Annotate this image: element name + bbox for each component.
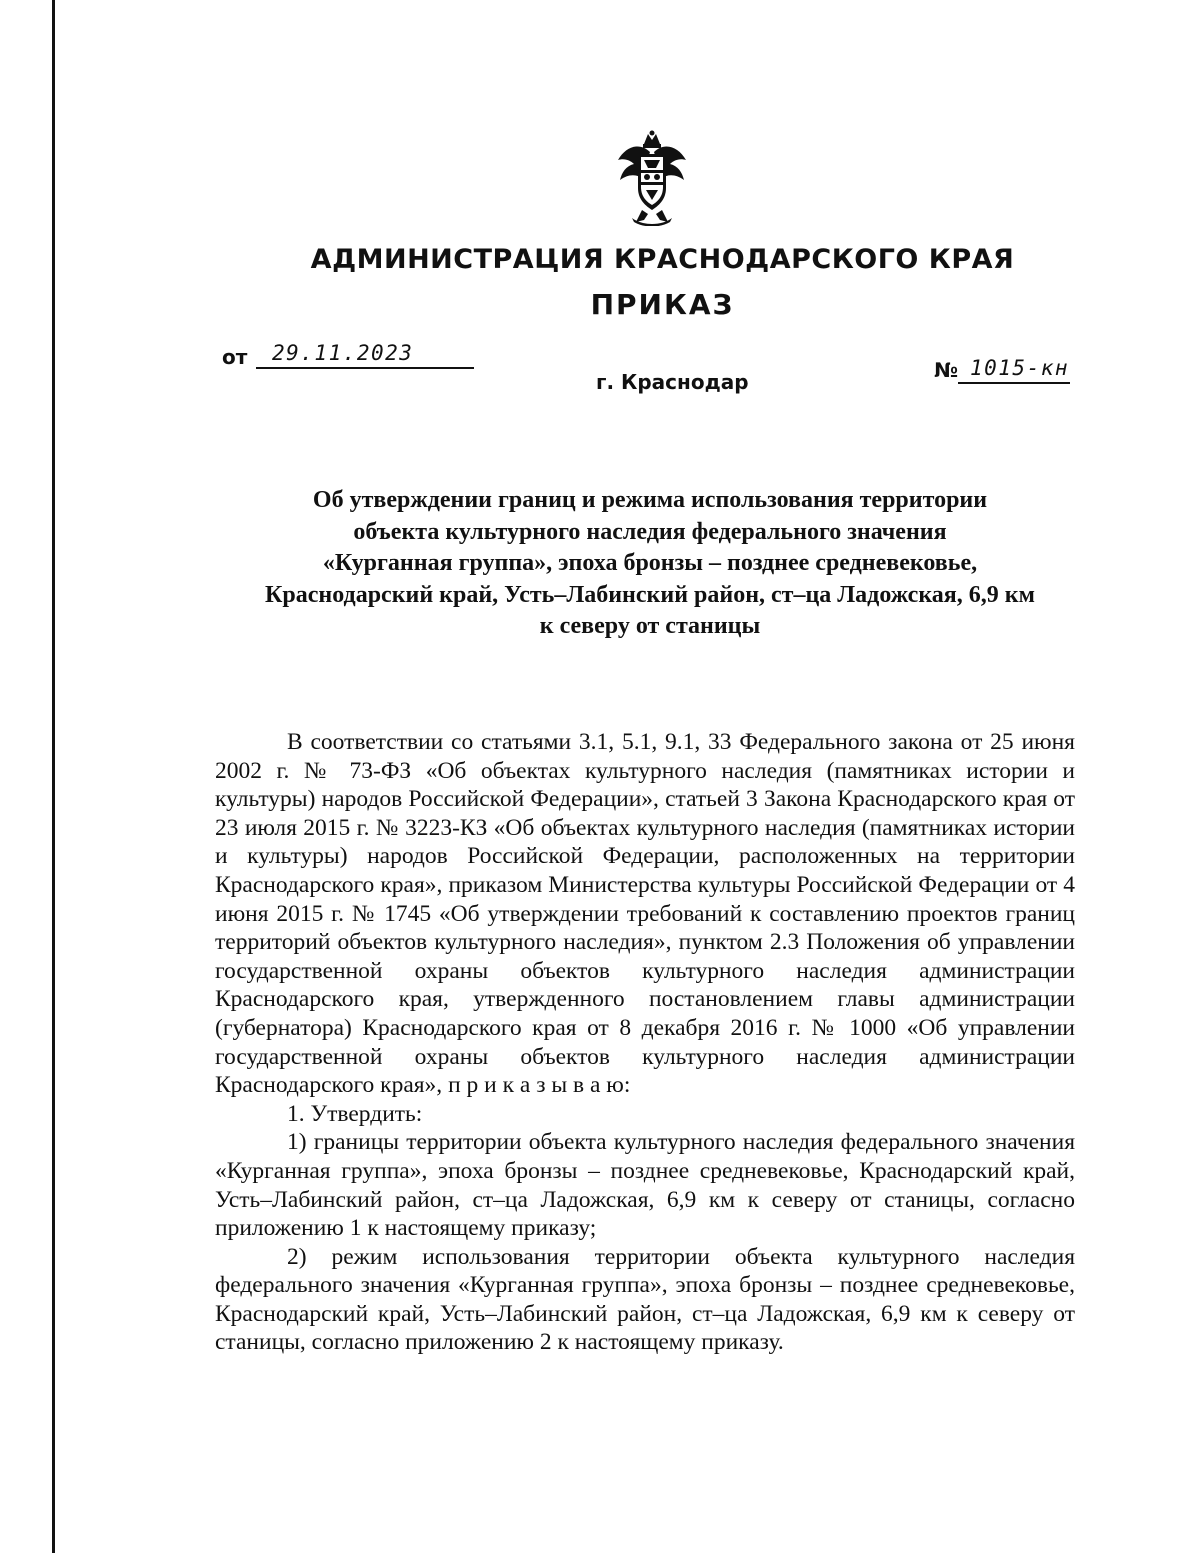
subject-line: Краснодарский край, Усть–Лабинский район, ст–ца Ладожская, 6,9 км — [265, 581, 1035, 608]
document-body — [215, 728, 1075, 1357]
number-field — [958, 348, 1070, 384]
agency-title: АДМИНИСТРАЦИЯ КРАСНОДАРСКОГО КРАЯ — [310, 244, 1015, 275]
subject-line: «Курганная группа», эпоха бронзы – позднее средневековье, — [322, 550, 978, 576]
document-type: ПРИКАЗ — [590, 288, 735, 321]
coat-of-arms-icon — [614, 130, 690, 226]
date-field — [256, 333, 474, 369]
preamble-paragraph — [215, 728, 1075, 1100]
date-prefix: от — [222, 345, 248, 369]
preamble-text: В соответствии со статьями 3.1, 5.1, 9.1, 33 Федерального закона от 25 июня 2002 г. № 73-ФЗ «Об объектах культурного наследия (памятниках истории и культуры) народов Российской Федерации», статьей 3 Закона Краснодарского края от 23 июля 2015 г. № 3223-КЗ «Об объектах культурного наследия (памятниках истории и культуры) народов Российской Федерации, расположенных на территории Краснодарского края», приказом Министерства культуры Российской Федерации от 4 июня 2015 г. № 1745 «Об утверждении требований к составлению проектов границ территорий объектов культурного наследия», пунктом 2.3 Положения об управлении государственной охраны объектов культурного наследия администрации Краснодарского края, утвержденного постановлением главы администрации (губернатора) Краснодарского края от 8 декабря 2016 г. № 1000 «Об управлении государственной охраны объектов культурного наследия администрации Краснодарского края», — [215, 729, 1075, 1099]
item-1-2: 2) режим использования территории объекта культурного наследия федерального значения «Курганная группа», эпоха бронзы – позднее средневековье, Краснодарский край, Усть–Лабинский район, ст–ца Ладожская, 6,9 км к северу от станицы, согласно приложению 2 к настоящему приказу. — [215, 1243, 1075, 1356]
number-prefix: № — [934, 358, 959, 382]
scan-edge-line — [52, 0, 55, 1553]
subject-line: Об утверждении границ и режима использования территории — [312, 487, 988, 513]
city-name: г. Краснодар — [596, 370, 749, 394]
subject-line: объекта культурного наследия федерального значения — [353, 518, 947, 545]
document-subject — [200, 485, 1100, 643]
date-handwritten: 29.11.2023 — [272, 341, 414, 365]
item-1-1: 1) границы территории объекта культурного наследия федерального значения «Курганная группа», эпоха бронзы – позднее средневековье, Краснодарский край, Усть–Лабинский район, ст–ца Ладожская, 6,9 км к северу от станицы, согласно приложению 1 к настоящему приказу; — [215, 1129, 1075, 1242]
order-word: п р и к а з ы в а ю: — [448, 1072, 631, 1099]
item-1: 1. Утвердить: — [287, 1100, 423, 1127]
number-handwritten: 1015-кн — [970, 356, 1070, 380]
subject-line: к северу от станицы — [539, 613, 761, 639]
